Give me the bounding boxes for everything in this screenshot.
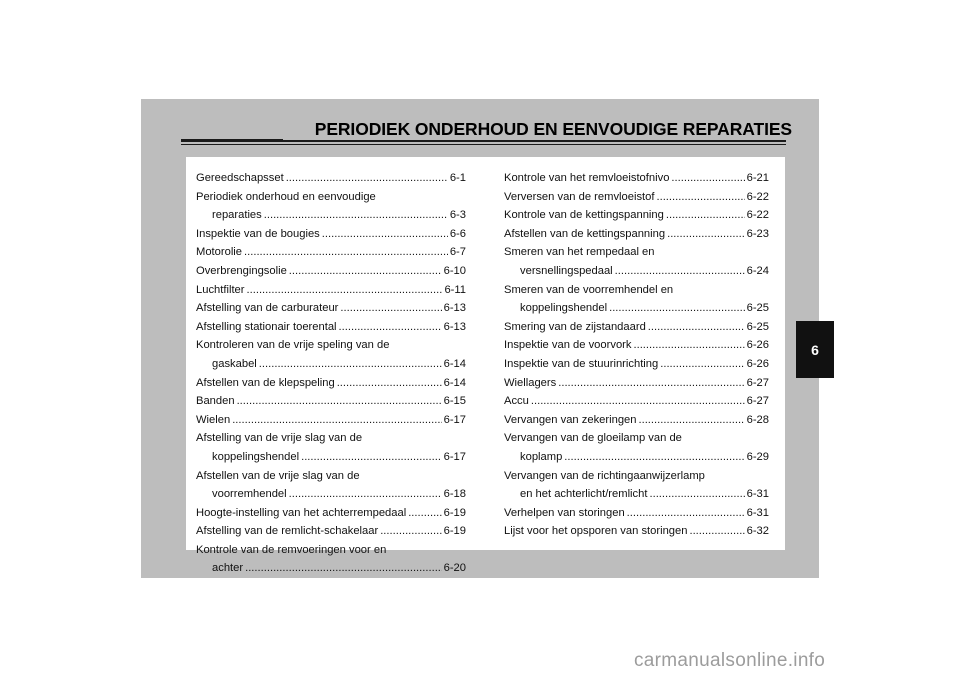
dot-leader <box>666 206 745 225</box>
toc-entry-title: Luchtfilter <box>196 283 245 296</box>
dot-leader <box>531 392 745 411</box>
toc-entry[interactable] <box>196 318 466 337</box>
toc-entry[interactable] <box>504 243 769 280</box>
toc-page-number: 6-27 <box>746 395 769 408</box>
toc-entry-title: Inspektie van de voorvork <box>504 339 632 352</box>
toc-entry[interactable] <box>196 541 466 578</box>
toc-page-number: 6-23 <box>746 227 769 240</box>
toc-page-number: 6-3 <box>449 209 466 222</box>
toc-entry-title: Kontrole van het remvloeistofnivo <box>504 172 670 184</box>
toc-page-number: 6-22 <box>746 190 769 203</box>
toc-entry[interactable] <box>504 504 769 523</box>
chapter-tab[interactable]: 6 <box>796 321 834 378</box>
dot-leader <box>689 522 744 541</box>
watermark: carmanualsonline.info <box>634 650 826 671</box>
toc-entry[interactable] <box>196 374 466 393</box>
toc-page-number: 6-13 <box>443 320 466 333</box>
toc-page-number: 6-25 <box>746 302 769 315</box>
dot-leader <box>286 169 448 188</box>
toc-entry-title: Verversen van de remvloeistof <box>504 190 655 203</box>
dot-leader <box>245 559 442 578</box>
toc-entry[interactable] <box>504 225 769 244</box>
toc-page-number: 6-20 <box>443 562 466 575</box>
toc-page-number: 6-27 <box>746 376 769 389</box>
toc-entry-title: Inspektie van de bougies <box>196 227 320 240</box>
dot-leader <box>627 504 745 523</box>
toc-entry-title: Kontrole van de remvoeringen voor en <box>196 543 387 556</box>
toc-entry-title: Smering van de zijstandaard <box>504 320 646 333</box>
toc-entry-title: Motorolie <box>196 246 243 259</box>
toc-entry-title: achter <box>212 562 244 575</box>
toc-entry[interactable] <box>196 188 466 225</box>
toc-page-number: 6-31 <box>746 506 769 519</box>
toc-entry[interactable] <box>196 336 466 373</box>
toc-page-number: 6-15 <box>443 395 466 408</box>
toc-page-number: 6-14 <box>443 376 466 389</box>
dot-leader <box>247 281 443 300</box>
dot-leader <box>667 225 745 244</box>
dot-leader <box>558 374 744 393</box>
toc-entry-title: koppelingshendel <box>212 450 300 463</box>
toc-entry[interactable] <box>196 299 466 318</box>
dot-leader <box>656 188 744 207</box>
dot-leader <box>301 448 442 467</box>
dot-leader <box>649 485 744 504</box>
toc-entry-title: Overbrengingsolie <box>196 264 287 277</box>
toc-page-number: 6-19 <box>443 506 466 519</box>
toc-page-number: 6-31 <box>746 488 769 501</box>
toc-entry-title: Lijst voor het opsporen van storingen <box>504 525 688 538</box>
toc-entry[interactable] <box>504 429 769 466</box>
toc-entry[interactable] <box>196 504 466 523</box>
dot-leader <box>340 299 441 318</box>
toc-entry[interactable] <box>196 392 466 411</box>
toc-entry[interactable] <box>196 429 466 466</box>
dot-leader <box>671 169 744 188</box>
dot-leader <box>648 318 745 337</box>
toc-entry-title: reparaties <box>212 209 262 222</box>
toc-entry[interactable] <box>504 281 769 318</box>
toc-entry-title: Afstelling van de vrije slag van de <box>196 432 363 445</box>
toc-page-number: 6-18 <box>443 488 466 501</box>
toc-page-number: 6-7 <box>449 246 466 259</box>
toc-page-number: 6-14 <box>443 357 466 370</box>
dot-leader <box>232 411 441 430</box>
toc-entry-title: gaskabel <box>212 357 257 370</box>
toc-entry[interactable] <box>504 188 769 207</box>
toc-entry-title: Afstelling van de carburateur <box>196 302 339 315</box>
toc-entry[interactable] <box>504 169 769 188</box>
toc-entry[interactable] <box>504 467 769 504</box>
toc-entry[interactable] <box>196 467 466 504</box>
dot-leader <box>289 262 442 281</box>
toc-page-number: 6-13 <box>443 302 466 315</box>
dot-leader <box>615 262 745 281</box>
chapter-title: PERIODIEK ONDERHOUD EN EENVOUDIGE REPARATIES <box>283 118 792 140</box>
toc-entry[interactable] <box>504 355 769 374</box>
toc-page-number: 6-17 <box>443 413 466 426</box>
toc-entry[interactable] <box>196 411 466 430</box>
toc-entry-title: Verhelpen van storingen <box>504 506 625 519</box>
toc-entry-title: koppelingshendel <box>520 302 608 315</box>
dot-leader <box>633 336 744 355</box>
toc-entry-title: Accu <box>504 395 529 408</box>
toc-entry-title: en het achterlicht/remlicht <box>520 488 648 501</box>
toc-entry[interactable] <box>504 411 769 430</box>
dot-leader <box>339 318 442 337</box>
toc-entry-title: Inspektie van de stuurinrichting <box>504 357 659 370</box>
toc-entry-title: Afstellen van de kettingspanning <box>504 227 666 240</box>
toc-entry[interactable] <box>504 522 769 541</box>
dot-leader <box>237 392 442 411</box>
toc-page-number: 6-10 <box>443 264 466 277</box>
toc-entry-title: Hoogte-instelling van het achterrempedaal <box>196 506 407 519</box>
toc-page-number: 6-24 <box>746 264 769 277</box>
toc-entry[interactable] <box>504 336 769 355</box>
toc-page-number: 6-26 <box>746 339 769 352</box>
toc-entry-title: Vervangen van zekeringen <box>504 413 637 426</box>
dot-leader <box>259 355 442 374</box>
dot-leader <box>337 374 442 393</box>
toc-page-number: 6-29 <box>746 450 769 463</box>
toc-column-left <box>196 169 466 578</box>
toc-page-number: 6-32 <box>746 525 769 538</box>
toc-entry-title: Gereedschapsset <box>196 172 284 184</box>
title-rule-thin <box>181 144 786 145</box>
dot-leader <box>264 206 448 225</box>
toc-entry-title: Kontroleren van de vrije speling van de <box>196 339 390 352</box>
toc-entry[interactable] <box>196 243 466 262</box>
toc-entry[interactable] <box>504 392 769 411</box>
toc-box <box>186 157 785 575</box>
toc-entry[interactable] <box>196 225 466 244</box>
dot-leader <box>289 485 442 504</box>
toc-entry[interactable] <box>196 281 466 300</box>
toc-entry-title: Afstelling stationair toerental <box>196 320 337 333</box>
toc-entry-title: Smeren van het rempedaal en <box>504 246 655 259</box>
toc-entry-title: Afstellen van de klepspeling <box>196 376 335 389</box>
toc-entry[interactable] <box>196 522 466 541</box>
toc-entry-title: Vervangen van de richtingaanwijzerlamp <box>504 469 705 482</box>
toc-entry-title: koplamp <box>520 450 563 463</box>
dot-leader <box>244 243 448 262</box>
toc-entry-title: Wielen <box>196 413 231 426</box>
toc-entry-title: Wiellagers <box>504 376 557 389</box>
toc-page-number: 6-21 <box>746 172 769 184</box>
toc-page-number: 6-1 <box>449 172 466 184</box>
dot-leader <box>609 299 745 318</box>
dot-leader <box>638 411 744 430</box>
toc-entry-title: Afstelling van de remlicht-schakelaar <box>196 525 379 538</box>
toc-page-number: 6-26 <box>746 357 769 370</box>
dot-leader <box>322 225 448 244</box>
dot-leader <box>408 504 441 523</box>
toc-entry[interactable] <box>504 374 769 393</box>
toc-entry[interactable] <box>196 169 466 188</box>
dot-leader <box>660 355 744 374</box>
toc-entry[interactable] <box>504 206 769 225</box>
toc-column-right <box>504 169 769 541</box>
toc-entry[interactable] <box>504 318 769 337</box>
toc-page-number: 6-11 <box>444 283 466 296</box>
toc-entry-title: Smeren van de voorremhendel en <box>504 283 674 296</box>
toc-entry[interactable] <box>196 262 466 281</box>
toc-entry-title: Kontrole van de kettingspanning <box>504 209 664 222</box>
toc-page-number: 6-6 <box>449 227 466 240</box>
dot-leader <box>380 522 441 541</box>
toc-page-number: 6-25 <box>746 320 769 333</box>
toc-page-number: 6-28 <box>746 413 769 426</box>
toc-entry-title: versnellingspedaal <box>520 264 613 277</box>
toc-page-number: 6-22 <box>746 209 769 222</box>
toc-entry-title: Afstellen van de vrije slag van de <box>196 469 360 482</box>
toc-page-number: 6-17 <box>443 450 466 463</box>
toc-entry-title: Vervangen van de gloeilamp van de <box>504 432 682 445</box>
toc-page-number: 6-19 <box>443 525 466 538</box>
toc-entry-title: Periodiek onderhoud en eenvoudige <box>196 190 376 203</box>
dot-leader <box>564 448 744 467</box>
toc-entry-title: voorremhendel <box>212 488 287 501</box>
toc-entry-title: Banden <box>196 395 235 408</box>
